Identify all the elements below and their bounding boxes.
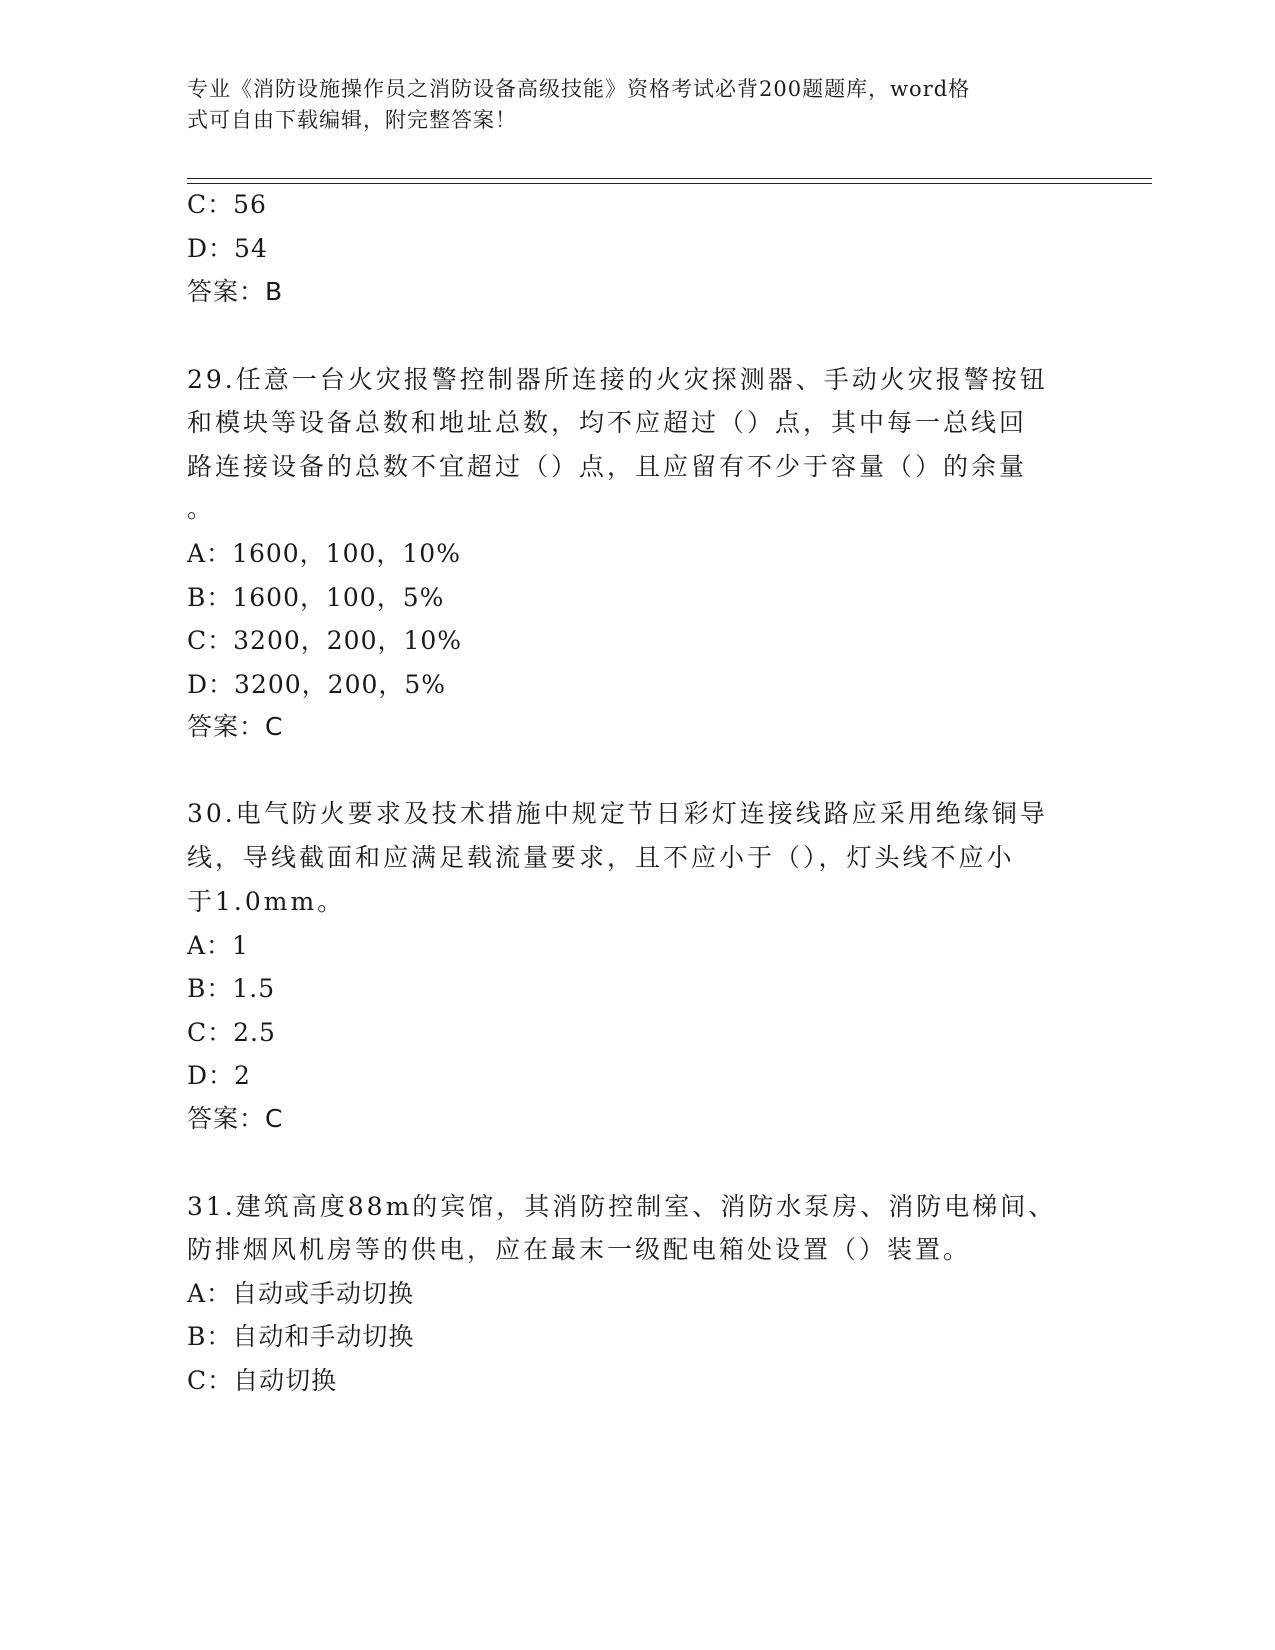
q29-text-line-1: 29.任意一台火灾报警控制器所连接的火灾探测器、手动火灾报警按钮: [187, 365, 1048, 394]
prev-option-d: D：54: [187, 234, 268, 263]
prev-option-c: C：56: [187, 190, 267, 219]
q30-option-c: C：2.5: [187, 1018, 276, 1047]
q31-option-b: B：自动和手动切换: [187, 1322, 415, 1351]
prev-answer: 答案：B: [187, 277, 284, 306]
q30-text-line-1: 30.电气防火要求及技术措施中规定节日彩灯连接线路应采用绝缘铜导: [187, 799, 1048, 828]
header-line-1: 专业《消防设施操作员之消防设备高级技能》资格考试必背200题题库，word格: [187, 77, 971, 101]
q29-option-c: C：3200，200，10%: [187, 626, 463, 655]
q30-option-a: A：1: [187, 931, 249, 960]
q30-option-d: D：2: [187, 1061, 251, 1090]
q29-option-a: A：1600，100，10%: [187, 539, 461, 568]
q30-text-line-2: 线，导线截面和应满足载流量要求，且不应小于（），灯头线不应小: [187, 843, 1015, 872]
q29-text-line-4: 。: [187, 494, 216, 523]
q29-text-line-2: 和模块等设备总数和地址总数，均不应超过（）点，其中每一总线回: [187, 408, 1028, 437]
q29-answer: 答案：C: [187, 712, 284, 741]
q30-option-b: B：1.5: [187, 974, 276, 1003]
header-divider-bottom: [187, 183, 1152, 184]
q30-answer: 答案：C: [187, 1104, 284, 1133]
q31-text-line-1: 31.建筑高度88m的宾馆，其消防控制室、消防水泵房、消防电梯间、: [187, 1192, 1057, 1221]
document-header: [187, 74, 1067, 136]
q30-text-line-3: 于1.0mm。: [187, 887, 346, 916]
q31-option-c: C：自动切换: [187, 1366, 338, 1395]
q29-text-line-3: 路连接设备的总数不宜超过（）点，且应留有不少于容量（）的余量: [187, 452, 1028, 481]
header-divider-top: [187, 178, 1152, 179]
q29-option-d: D：3200，200，5%: [187, 670, 447, 699]
header-line-2: 式可自由下载编辑，附完整答案！: [187, 108, 517, 132]
q31-text-line-2: 防排烟风机房等的供电，应在最末一级配电箱处设置（）装置。: [187, 1235, 972, 1264]
q31-option-a: A：自动或手动切换: [187, 1279, 415, 1308]
q29-option-b: B：1600，100，5%: [187, 583, 445, 612]
